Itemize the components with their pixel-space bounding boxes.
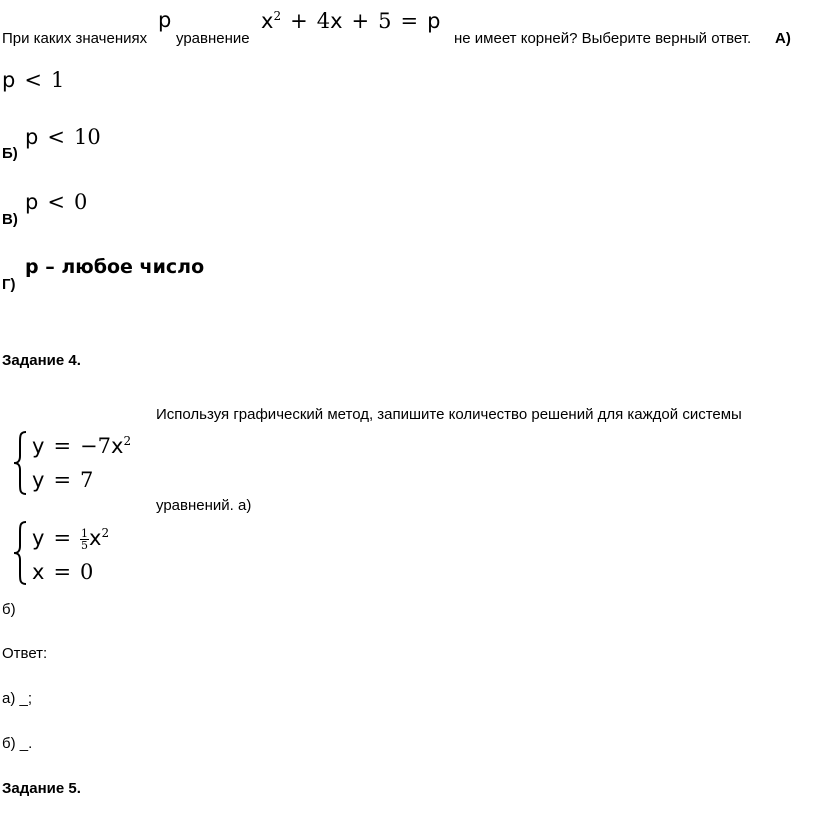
option-v-op: < bbox=[47, 190, 65, 214]
system-1-row-1 bbox=[32, 434, 131, 458]
fraction-one-fifth bbox=[80, 528, 89, 551]
option-b-label: Б) bbox=[2, 145, 18, 162]
eq-coef: 4 bbox=[316, 9, 331, 33]
answer-label: Ответ: bbox=[2, 645, 48, 662]
sys1-r2-rhs: 7 bbox=[80, 468, 94, 492]
eq-plus1: + bbox=[290, 9, 308, 33]
system-2-row-2 bbox=[32, 560, 93, 584]
question-lead: При каких значениях bbox=[2, 30, 148, 47]
task4-instruction-line1: Используя графический метод, запишите количество решений для каждой системы bbox=[156, 406, 742, 423]
task5-heading: Задание 5. bbox=[2, 780, 81, 797]
sys1-r2-var: y bbox=[32, 468, 45, 492]
option-b-val: 10 bbox=[73, 125, 101, 149]
option-v-math bbox=[25, 190, 87, 214]
sys2-r2-eq: = bbox=[53, 560, 72, 584]
sys1-r2-eq: = bbox=[53, 468, 72, 492]
frac-denominator: 5 bbox=[81, 538, 89, 552]
option-b-p: p bbox=[25, 125, 39, 149]
eq-equals: = bbox=[400, 9, 419, 33]
sys2-r1-eq: = bbox=[53, 526, 72, 550]
option-a-math bbox=[2, 68, 64, 92]
answer-a: а) _; bbox=[2, 690, 33, 707]
sys2-r2-var: x bbox=[32, 560, 45, 584]
question-tail: не имеет корней? Выберите верный ответ. bbox=[454, 30, 752, 47]
frac-numerator: 1 bbox=[81, 526, 89, 540]
eq-c: 5 bbox=[378, 9, 392, 33]
sys2-r2-rhs: 0 bbox=[80, 560, 94, 584]
option-a-p: p bbox=[2, 68, 16, 92]
question-mid: уравнение bbox=[176, 30, 250, 47]
sys1-r1-exp: 2 bbox=[123, 434, 132, 448]
task4-instruction-line2: уравнений. а) bbox=[156, 497, 252, 514]
sys2-r1-x: x bbox=[89, 526, 102, 550]
option-g-label: Г) bbox=[2, 276, 16, 293]
left-brace-icon bbox=[12, 430, 28, 496]
eq-x2: x bbox=[330, 9, 343, 33]
eq-plus2: + bbox=[351, 9, 370, 33]
task4-heading: Задание 4. bbox=[2, 352, 81, 369]
option-v-p: p bbox=[25, 190, 39, 214]
system-2-row-1 bbox=[32, 526, 109, 551]
left-brace-icon bbox=[12, 520, 28, 586]
sys2-r1-exp: 2 bbox=[101, 526, 110, 540]
option-v-label: В) bbox=[2, 211, 18, 228]
system-b-label: б) bbox=[2, 601, 16, 618]
option-g-text: p – любое число bbox=[25, 256, 205, 278]
sys1-r1-eq: = bbox=[53, 434, 72, 458]
system-1 bbox=[12, 430, 152, 496]
option-a-op: < bbox=[24, 68, 42, 92]
system-1-row-2 bbox=[32, 468, 93, 492]
system-2 bbox=[12, 520, 152, 586]
equation bbox=[261, 9, 440, 33]
eq-x: x bbox=[261, 9, 274, 33]
option-v-val: 0 bbox=[73, 190, 88, 214]
option-b-op: < bbox=[47, 125, 65, 149]
answer-b: б) _. bbox=[2, 735, 33, 752]
sys1-r1-x: x bbox=[111, 434, 124, 458]
option-b-math bbox=[25, 125, 101, 149]
math-variable-p: p bbox=[158, 8, 172, 32]
eq-exp: 2 bbox=[273, 9, 282, 23]
eq-p: p bbox=[427, 9, 441, 33]
sys1-r1-rhs: −7 bbox=[80, 434, 112, 458]
option-a-val: 1 bbox=[50, 68, 65, 92]
sys2-r1-var: y bbox=[32, 526, 45, 550]
sys1-r1-var: y bbox=[32, 434, 45, 458]
option-a-label: А) bbox=[775, 30, 791, 47]
